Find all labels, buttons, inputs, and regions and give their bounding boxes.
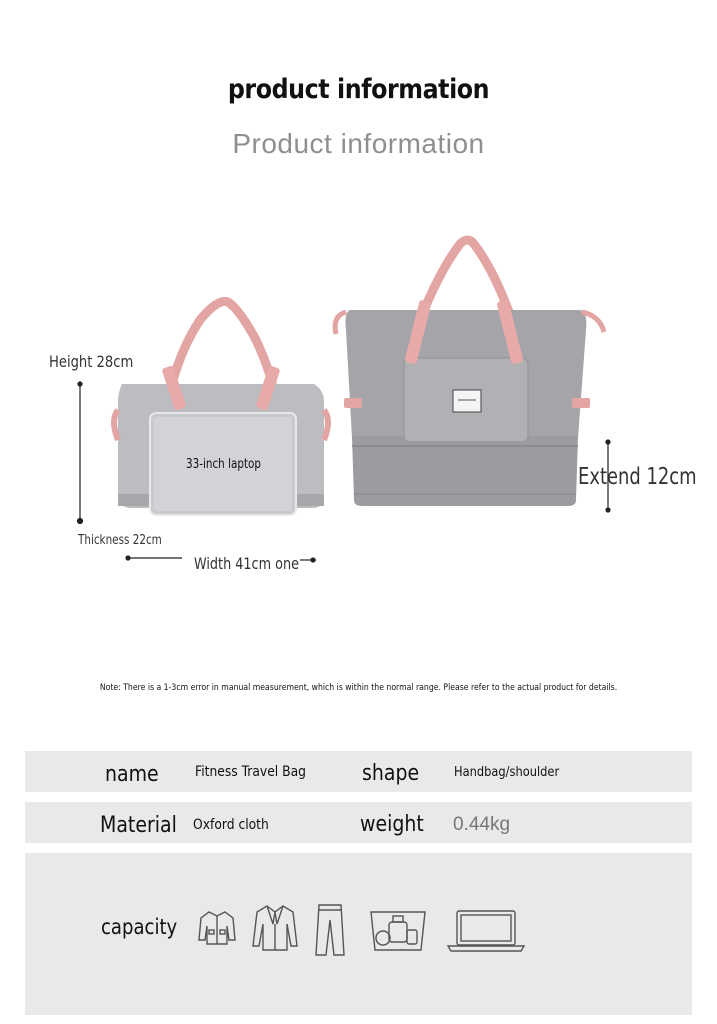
spec-row-material-weight [25,802,692,843]
thickness-label: Thickness 22cm [78,533,162,548]
weight-value: 0.44kg [453,814,511,835]
laptop-label: 33-inch laptop [186,457,261,472]
name-key: name [105,762,159,787]
trousers-icon [313,902,347,958]
material-key: Material [100,813,177,838]
spec-row-name-shape [25,751,692,792]
height-label: Height 28cm [49,352,134,371]
compact-bag-image [114,301,328,515]
spec-row-capacity [25,853,692,1015]
shape-key: shape [362,761,420,786]
coat-icon [251,902,299,954]
material-value: Oxford cloth [193,817,269,833]
page-title: product information [227,74,490,105]
name-value: Fitness Travel Bag [195,764,306,780]
width-label: Width 41cm one [194,554,299,573]
page-subtitle: Product information [232,128,485,159]
laptop-icon [445,908,527,954]
extend-label: Extend 12cm [578,464,697,490]
capacity-key: capacity [101,915,178,939]
extended-bag-image [335,240,604,506]
weight-key: weight [360,812,424,837]
measurement-note: Note: There is a 1-3cm error in manual measurement, which is within the normal range. Please refer to the actual product for details. [99,683,618,693]
toiletries-icon [367,906,429,954]
shape-value: Handbag/shoulder [454,765,560,780]
jacket-icon [195,906,239,950]
